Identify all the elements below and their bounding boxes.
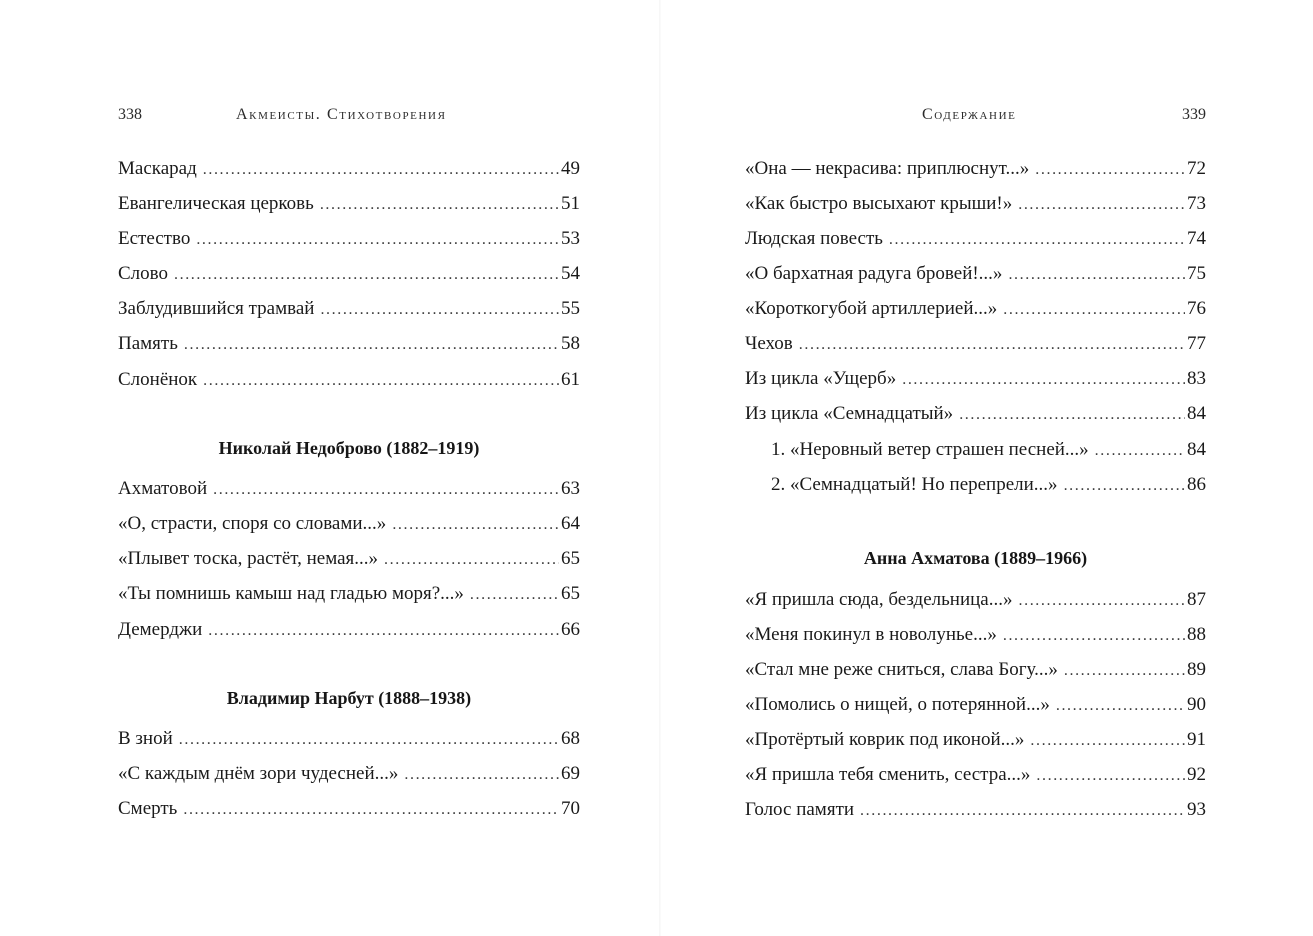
toc-entry-title: Слово — [118, 263, 168, 284]
toc-entry-page: 73 — [1187, 193, 1206, 214]
running-title: Акмеисты. Стихотворения — [236, 106, 447, 123]
toc-entry — [745, 691, 1206, 719]
dot-leader — [889, 226, 1185, 254]
dot-leader — [1056, 692, 1185, 720]
right-running-head — [745, 106, 1206, 128]
toc-entry — [745, 761, 1206, 789]
dot-leader — [1008, 261, 1185, 289]
toc-entry — [745, 190, 1206, 218]
toc-entry-page: 75 — [1187, 263, 1206, 284]
dot-leader — [1064, 657, 1185, 685]
book-gutter — [659, 0, 661, 936]
toc-entry-title: «Я пришла тебя сменить, сестра...» — [745, 764, 1031, 785]
dot-leader — [1030, 727, 1185, 755]
toc-entry — [118, 475, 580, 503]
toc-entry — [745, 726, 1206, 754]
toc-entry-page: 65 — [561, 548, 580, 569]
toc-entry — [118, 760, 580, 788]
toc-entry — [118, 330, 580, 358]
dot-leader — [179, 726, 559, 754]
toc-entry-title: Память — [118, 333, 178, 354]
dot-leader — [184, 331, 559, 359]
toc-entry — [745, 330, 1206, 358]
toc-entry-page: 84 — [1187, 439, 1206, 460]
toc-entry-title: Из цикла «Ущерб» — [745, 368, 897, 389]
toc-entry-page: 54 — [561, 263, 580, 284]
dot-leader — [320, 296, 559, 324]
toc-entry-title: «Протёртый коврик под иконой...» — [745, 729, 1025, 750]
section-heading: Анна Ахматова (1889–1966) — [863, 548, 1088, 568]
dot-leader — [174, 261, 559, 289]
toc-entry-title: «С каждым днём зори чудесней...» — [118, 763, 399, 784]
toc-entry-title: В зной — [118, 728, 173, 749]
toc-entry-page: 61 — [561, 369, 580, 390]
toc-entry — [118, 616, 580, 644]
left-running-head — [118, 106, 580, 128]
toc-entry — [745, 796, 1206, 824]
toc-entry-page: 76 — [1187, 298, 1206, 319]
toc-entry-title: «Меня покинул в новолунье...» — [745, 624, 997, 645]
page-number: 339 — [1182, 106, 1206, 123]
toc-entry-page: 63 — [561, 478, 580, 499]
dot-leader — [1035, 156, 1185, 184]
dot-leader — [860, 797, 1185, 825]
dot-leader — [320, 191, 559, 219]
toc-entry-title: Слонёнок — [118, 369, 198, 390]
toc-entry-page: 89 — [1187, 659, 1206, 680]
running-title: Содержание — [922, 106, 1017, 123]
toc-entry — [745, 295, 1206, 323]
toc-entry — [745, 586, 1206, 614]
toc-entry-title: Естество — [118, 228, 191, 249]
toc-entry-title: 1. «Неровный ветер страшен песней...» — [771, 439, 1089, 460]
toc-entry-page: 74 — [1187, 228, 1206, 249]
toc-entry-title: Чехов — [745, 333, 793, 354]
toc-entry — [118, 545, 580, 573]
toc-entry-title: «Помолись о нищей, о потерянной...» — [745, 694, 1050, 715]
dot-leader — [392, 511, 559, 539]
dot-leader — [196, 226, 559, 254]
toc-entry-page: 66 — [561, 619, 580, 640]
toc-entry-title: Демерджи — [118, 619, 203, 640]
toc-entry-title: Людская повесть — [745, 228, 883, 249]
toc-entry-page: 86 — [1187, 474, 1206, 495]
toc-entry-title: «Ты помнишь камыш над гладью моря?...» — [118, 583, 464, 604]
dot-leader — [203, 156, 559, 184]
toc-entry-page: 93 — [1187, 799, 1206, 820]
toc-entry-title: Смерть — [118, 798, 178, 819]
dot-leader — [1036, 762, 1185, 790]
toc-entry-page: 53 — [561, 228, 580, 249]
toc-entry — [118, 295, 580, 323]
section-heading: Николай Недоброво (1882–1919) — [218, 438, 480, 458]
toc-entry-title: «Как быстро высыхают крыши!» — [745, 193, 1013, 214]
toc-entry-page: 84 — [1187, 403, 1206, 424]
toc-entry — [745, 400, 1206, 428]
toc-entry-page: 64 — [561, 513, 580, 534]
dot-leader — [1003, 296, 1185, 324]
left-page — [118, 0, 580, 936]
section-heading: Владимир Нарбут (1888–1938) — [226, 688, 472, 708]
toc-entry — [118, 225, 580, 253]
toc-entry-title: Из цикла «Семнадцатый» — [745, 403, 954, 424]
toc-entry-title: Заблудившийся трамвай — [118, 298, 315, 319]
toc-entry-page: 90 — [1187, 694, 1206, 715]
dot-leader — [1003, 622, 1185, 650]
toc-entry — [118, 725, 580, 753]
toc-entry — [118, 155, 580, 183]
toc-entry — [745, 656, 1206, 684]
dot-leader — [1095, 437, 1185, 465]
dot-leader — [404, 761, 559, 789]
right-page — [745, 0, 1206, 936]
toc-entry-page: 58 — [561, 333, 580, 354]
toc-entry-page: 69 — [561, 763, 580, 784]
toc-entry-page: 65 — [561, 583, 580, 604]
toc-entry-title: «О бархатная радуга бровей!...» — [745, 263, 1003, 284]
toc-entry-page: 51 — [561, 193, 580, 214]
toc-entry-title: Ахматовой — [118, 478, 208, 499]
toc-entry-page: 92 — [1187, 764, 1206, 785]
toc-entry-page: 91 — [1187, 729, 1206, 750]
toc-entry-title: «Я пришла сюда, бездельница...» — [745, 589, 1013, 610]
dot-leader — [213, 476, 559, 504]
toc-entry — [745, 155, 1206, 183]
dot-leader — [203, 367, 559, 395]
toc-entry — [118, 580, 580, 608]
toc-entry-title: Евангелическая церковь — [118, 193, 314, 214]
dot-leader — [183, 796, 559, 824]
toc-entry-title: Голос памяти — [745, 799, 855, 820]
toc-entry — [118, 510, 580, 538]
toc-entry-page: 68 — [561, 728, 580, 749]
dot-leader — [959, 401, 1185, 429]
toc-entry — [118, 366, 580, 394]
dot-leader — [1064, 472, 1185, 500]
toc-subentry — [771, 436, 1206, 464]
toc-entry-page: 70 — [561, 798, 580, 819]
dot-leader — [470, 581, 559, 609]
toc-entry-page: 87 — [1187, 589, 1206, 610]
toc-entry-page: 83 — [1187, 368, 1206, 389]
dot-leader — [208, 617, 559, 645]
dot-leader — [799, 331, 1185, 359]
toc-entry-title: «Короткогубой артиллерией...» — [745, 298, 998, 319]
toc-entry-title: «Стал мне реже сниться, слава Богу...» — [745, 659, 1058, 680]
dot-leader — [384, 546, 559, 574]
toc-entry-title: «Она — некрасива: приплюснут...» — [745, 158, 1030, 179]
toc-entry-page: 55 — [561, 298, 580, 319]
toc-entry — [118, 795, 580, 823]
toc-entry-title: «Плывет тоска, растёт, немая...» — [118, 548, 379, 569]
dot-leader — [1019, 587, 1186, 615]
toc-entry — [118, 260, 580, 288]
toc-entry-title: 2. «Семнадцатый! Но перепрели...» — [771, 474, 1058, 495]
toc-entry — [745, 365, 1206, 393]
toc-entry-page: 49 — [561, 158, 580, 179]
toc-entry-title: «О, страсти, споря со словами...» — [118, 513, 387, 534]
toc-entry — [745, 225, 1206, 253]
dot-leader — [902, 366, 1185, 394]
toc-subentry — [771, 471, 1206, 499]
toc-entry — [118, 190, 580, 218]
toc-entry — [745, 260, 1206, 288]
page-number: 338 — [118, 106, 142, 123]
toc-entry-page: 88 — [1187, 624, 1206, 645]
toc-entry-page: 77 — [1187, 333, 1206, 354]
toc-entry — [745, 621, 1206, 649]
dot-leader — [1018, 191, 1185, 219]
toc-entry-page: 72 — [1187, 158, 1206, 179]
toc-entry-title: Маскарад — [118, 158, 197, 179]
